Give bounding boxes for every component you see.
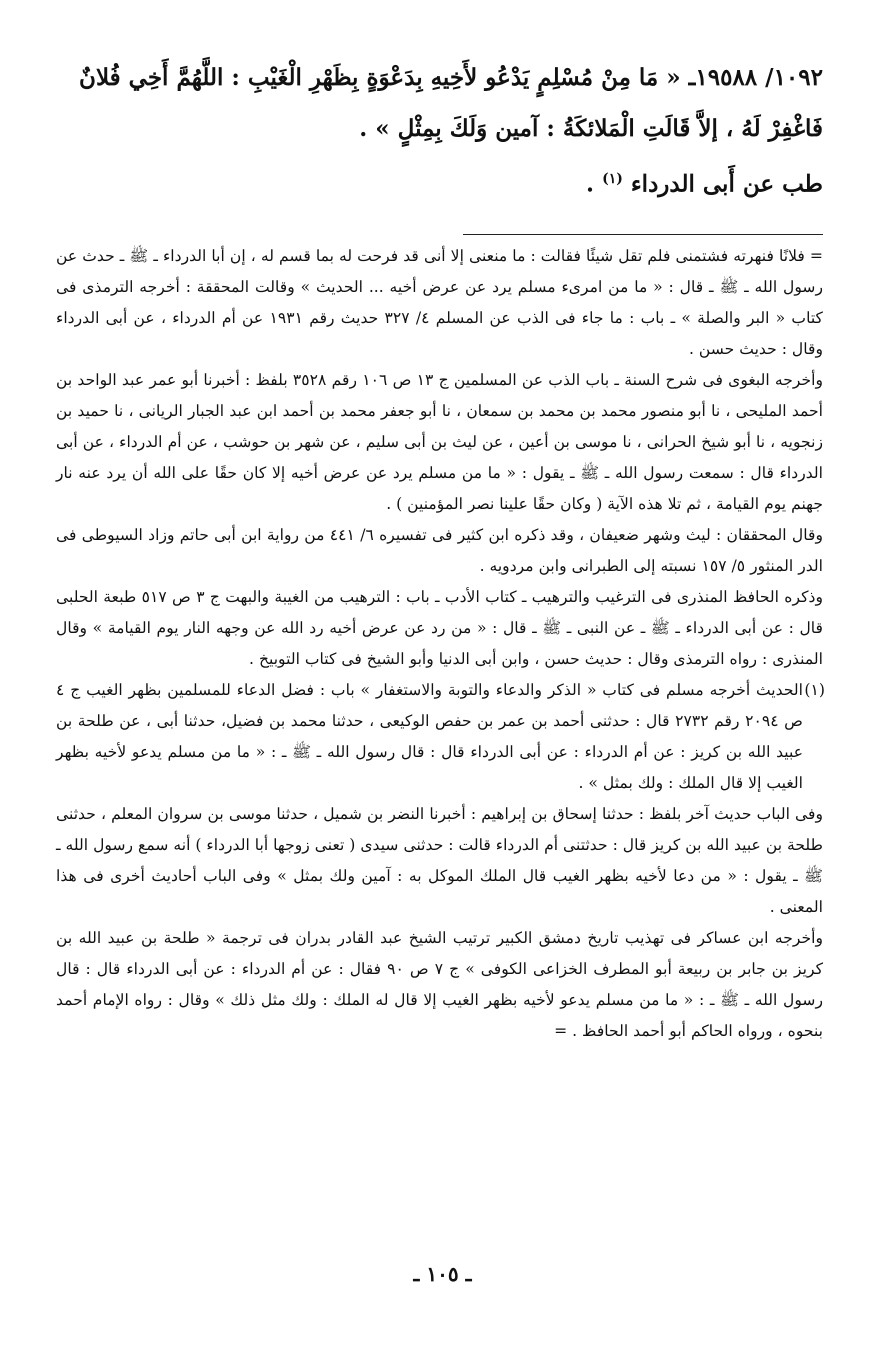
hadith-source: طب عن أَبى الدرداء xyxy=(630,170,823,198)
hadith-line-end: . xyxy=(586,170,595,198)
note-paragraph: وقال المحققان : ليث وشهر ضعيفان ، وقد ذكره ابن كثير فى تفسيره ٦/ ٤٤١ من رواية ابن أبى حاتم وزاد السيوطى فى الدر المنثور ٥/ ١٥٧ نسبته إلى الطبرانى وابن مردويه . xyxy=(56,525,823,575)
footnote-paragraph xyxy=(56,675,823,799)
footnotes xyxy=(56,241,823,1047)
note-paragraph: = فلانًا فنهرته فشتمنى فلم تقل شيئًا فقالت : ما منعنى إلا أنى قد فرحت له بما قسم له ، إن أبا الدرداء ـ ﷺ ـ حدث عن رسول الله ـ ﷺ ـ قال : « ما من امرىء مسلم يرد عن عرض أخيه ... الحديث » وقالت المحققة : أخرجه الترمذى فى كتاب « البر والصلة » ـ باب : ما جاء فى الذب عن المسلم ٤/ ٣٢٧ حديث رقم ١٩٣١ عن أم الدرداء ، عن أبى الدرداء وقال : حديث حسن . xyxy=(56,246,823,358)
hadith-line-2: فَاغْفِرْ لَهُ ، إلاَّ قَالَتِ الْمَلائكَةُ : آمين وَلَكَ بِمِثْلٍ » . xyxy=(359,115,823,142)
footnote-mark: (١) xyxy=(804,680,825,699)
hadith-line-1: ١٠٩٢/ ١٩٥٨٨ـ « مَا مِنْ مُسْلِمٍ يَدْعُو لأَخِيهِ بِدَعْوَةٍ بِظَهْرِ الْغَيْبِ : اللَّهُمَّ أَخِي فُلانٌ xyxy=(79,64,823,91)
note-paragraph: وذكره الحافظ المنذرى فى الترغيب والترهيب ـ كتاب الأدب ـ باب : الترهيب من الغيبة والبهت ج ٣ ص ٥١٧ طبعة الحلبى قال : عن أبى الدرداء ـ ﷺ ـ عن النبى ـ ﷺ ـ قال : « من رد عن عرض أخيه رد الله عن وجهه النار يوم القيامة » وقال المنذرى : رواه الترمذى وقال : حديث حسن ، وابن أبى الدنيا وأبو الشيخ فى كتاب التوبيخ . xyxy=(56,587,823,668)
footnote-text: الحديث أخرجه مسلم فى كتاب « الذكر والدعاء والتوبة والاستغفار » باب : فضل الدعاء للمسلمين بظهر الغيب ج ٤ ص ٢٠٩٤ رقم ٢٧٣٢ قال : حدثنى أحمد بن عمر بن حفص الوكيعى ، حدثنا محمد بن فضيل، حدثنا أبى ، عن طلحة بن عبيد الله بن كريز : عن أم الدرداء : عن أبى الدرداء قال : قال رسول الله ـ ﷺ ـ : « ما من مسلم يدعو لأخيه بظهر الغيب إلا قال الملك : ولك بمثل » . xyxy=(56,680,804,792)
footnote-reference: (١) xyxy=(602,171,623,187)
hadith-line-3 xyxy=(56,154,823,210)
footnote-paragraph: وفى الباب حديث آخر بلفظ : حدثنا إسحاق بن إبراهيم : أخبرنا النضر بن شميل ، حدثنا موسى بن سروان المعلم ، حدثنى طلحة بن عبيد الله بن كريز قال : حدثتنى أم الدرداء قالت : حدثنى سيدى ( تعنى زوجها أبا الدرداء ) أنه سمع رسول الله ـ ﷺ ـ يقول : « من دعا لأخيه بظهر الغيب قال الملك الموكل به : آمين ولك بمثل » وفى الباب أحاديث أخرى فى هذا المعنى . xyxy=(56,804,823,916)
hadith-text xyxy=(56,52,823,210)
footnote-separator xyxy=(463,234,823,235)
footnote-paragraph xyxy=(56,923,823,1047)
footnote-text: وأخرجه ابن عساكر فى تهذيب تاريخ دمشق الكبير ترتيب الشيخ عبد القادر بدران فى ترجمة « طلحة بن عبيد الله بن كريز بن جابر بن ربيعة أبو المطرف الخزاعى الكوفى » ج ٧ ص ٩٠ فقال : عن أم الدرداء : عن أبى الدرداء قال : قال رسول الله ـ ﷺ ـ : « ما من مسلم يدعو لأخيه بظهر الغيب إلا قال له الملك : ولك مثل ذلك » وقال : رواه الإمام أحمد بنحوه ، ورواه الحاكم أبو أحمد الحافظ . xyxy=(56,928,823,1040)
note-paragraph: وأخرجه البغوى فى شرح السنة ـ باب الذب عن المسلمين ج ١٣ ص ١٠٦ رقم ٣٥٢٨ بلفظ : أخبرنا أبو عمر عبد الواحد بن أحمد المليحى ، نا أبو منصور محمد بن محمد بن سمعان ، نا أبو جعفر محمد بن أحمد ابن عبد الجبار الريانى ، نا حميد بن زنجويه ، نا أبو شيخ الحرانى ، نا موسى بن أعين ، عن ليث بن أبى سليم ، عن شهر بن حوشب ، عن أم الدرداء ، عن أبى الدرداء قال : سمعت رسول الله ـ ﷺ ـ يقول : « ما من مسلم يرد عن عرض أخيه إلا كان حقًا على الله أن يرد عنه نار جهنم يوم القيامة ، ثم تلا هذه الآية ( وكان حقًا علينا نصر المؤمنين ) . xyxy=(56,370,824,513)
page-number: ـ ١٠٥ ـ xyxy=(413,1262,472,1286)
continuation-mark: = xyxy=(554,1021,568,1040)
